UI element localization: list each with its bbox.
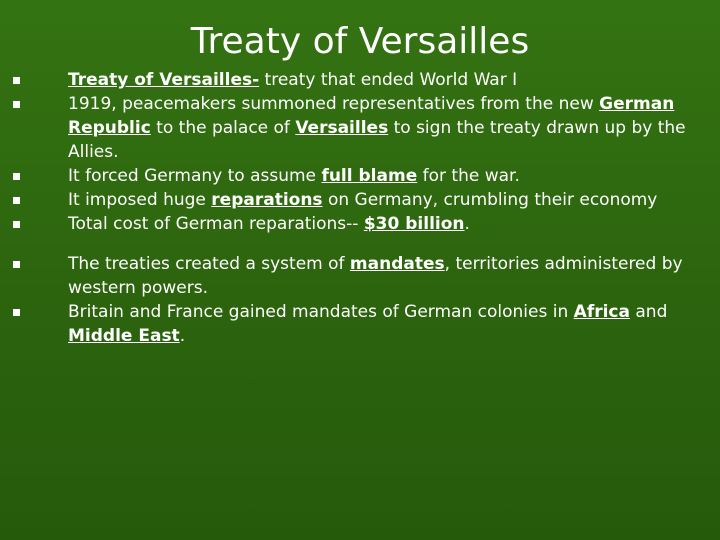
bullet-text-part: Total cost of German reparations--: [68, 214, 364, 234]
bullet-item: [58, 92, 698, 164]
square-bullet-icon: [13, 197, 20, 204]
bullet-text: [58, 300, 698, 348]
bullet-text: [58, 68, 698, 92]
bullet-text: [58, 188, 698, 212]
bullet-text-part: to the palace of: [150, 118, 296, 138]
square-bullet-icon: [13, 101, 20, 108]
slide-title: Treaty of Versailles: [190, 21, 530, 62]
bullet-text-part: .: [464, 214, 470, 234]
bullet-item: [58, 68, 698, 92]
bullet-item: [58, 252, 698, 300]
square-bullet-icon: [13, 221, 20, 228]
bullet-text-part: It forced Germany to assume: [68, 166, 322, 186]
bullet-text-part: on Germany, crumbling their economy: [322, 190, 658, 210]
emphasis-term: German Republic: [68, 94, 675, 138]
bullet-text-part: for the war.: [417, 166, 520, 186]
bullet-item: [58, 188, 698, 212]
emphasis-term: full blame: [321, 166, 418, 186]
bullet-text-part: .: [179, 326, 186, 346]
bullet-item: [58, 300, 698, 348]
bullet-text-part: Britain and France gained mandates of German colonies in: [68, 302, 574, 322]
bullet-text: [58, 92, 698, 164]
bullet-text: [58, 164, 698, 188]
square-bullet-icon: [13, 173, 20, 180]
bullet-text-part: to sign the treaty drawn up by the Allies.: [68, 118, 686, 162]
emphasis-term: Middle East: [68, 326, 180, 346]
square-bullet-icon: [13, 77, 20, 84]
emphasis-term: mandates: [349, 254, 445, 274]
emphasis-term: reparations: [211, 190, 323, 210]
bullet-list: [58, 68, 698, 348]
bullet-text: [58, 212, 698, 236]
bullet-text-part: treaty that ended World War I: [259, 70, 518, 90]
emphasis-term: Africa: [573, 302, 630, 322]
square-bullet-icon: [13, 309, 20, 316]
emphasis-term: Versailles: [295, 118, 389, 138]
bullet-text-part: , territories administered by western powers.: [68, 254, 683, 298]
bullet-text: [58, 252, 698, 300]
bullet-item: [58, 164, 698, 188]
bullet-text-part: 1919, peacemakers summoned representatives from the new: [68, 94, 600, 114]
emphasis-term: $30 billion: [363, 214, 465, 234]
bullet-text-part: It imposed huge: [68, 190, 212, 210]
bullet-item: [58, 212, 698, 236]
square-bullet-icon: [13, 261, 20, 268]
bullet-text-part: The treaties created a system of: [68, 254, 350, 274]
bullet-text-part: and: [629, 302, 668, 322]
emphasis-term: Treaty of Versailles-: [68, 70, 260, 90]
